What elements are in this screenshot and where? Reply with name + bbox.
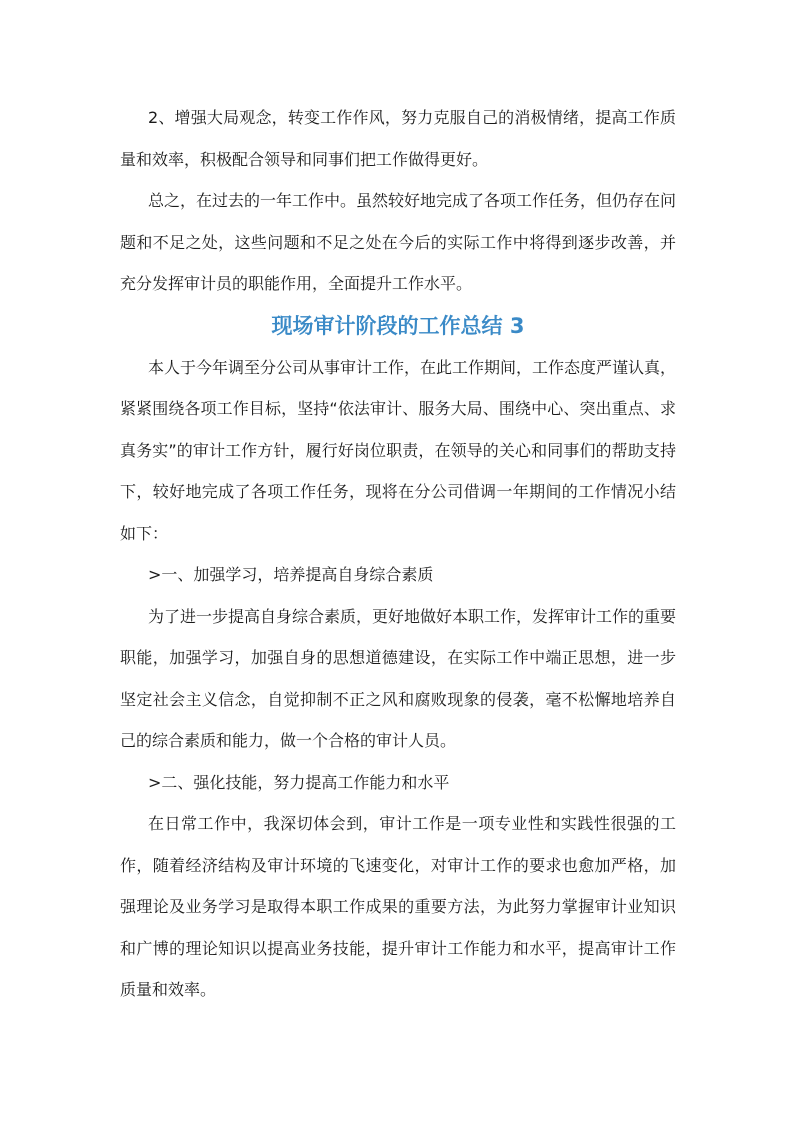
- paragraph-skills: 在日常工作中，我深切体会到，审计工作是一项专业性和实践性很强的工作，随着经济结构及审计环境的飞速变化，对审计工作的要求也愈加严格，加强理论及业务学习是取得本职工作成果的重要方法，为此努力掌握审计业知识和广博的理论知识以提高业务技能，提升审计工作能力和水平，提高审计工作质量和效率。: [120, 814, 676, 999]
- heading-strengthen-skills: >二、强化技能，努力提高工作能力和水平: [148, 772, 450, 792]
- paragraph-introduction: 本人于今年调至分公司从事审计工作，在此工作期间，工作态度严谨认真，紧紧围绕各项工作目标，坚持“依法审计、服务大局、围绕中心、突出重点、求真务实”的审计工作方针，履行好岗位职责，在领导的关心和同事们的帮助支持下，较好地完成了各项工作任务，现将在分公司借调一年期间的工作情况小结如下：: [120, 357, 677, 543]
- document-body: [120, 97, 676, 1011]
- paragraph-conclusion: 总之，在过去的一年工作中。虽然较好地完成了各项工作任务，但仍存在问题和不足之处，这些问题和不足之处在今后的实际工作中将得到逐步改善，并充分发挥审计员的职能作用，全面提升工作水平。: [120, 191, 677, 293]
- heading-strengthen-learning: >一、加强学习，培养提高自身综合素质: [148, 565, 434, 584]
- paragraph-improve-attitude: 2、增强大局观念，转变工作作风，努力克服自己的消极情绪，提高工作质量和效率，积极配合领导和同事们把工作做得更好。: [120, 108, 676, 169]
- paragraph-learning: 为了进一步提高自身综合素质，更好地做好本职工作，发挥审计工作的重要职能，加强学习，加强自身的思想道德建设，在实际工作中端正思想，进一步坚定社会主义信念，自觉抑制不正之风和腐败现象的侵袭，毫不松懈地培养自己的综合素质和能力，做一个合格的审计人员。: [120, 606, 677, 750]
- section-title: 现场审计阶段的工作总结 3: [271, 313, 525, 338]
